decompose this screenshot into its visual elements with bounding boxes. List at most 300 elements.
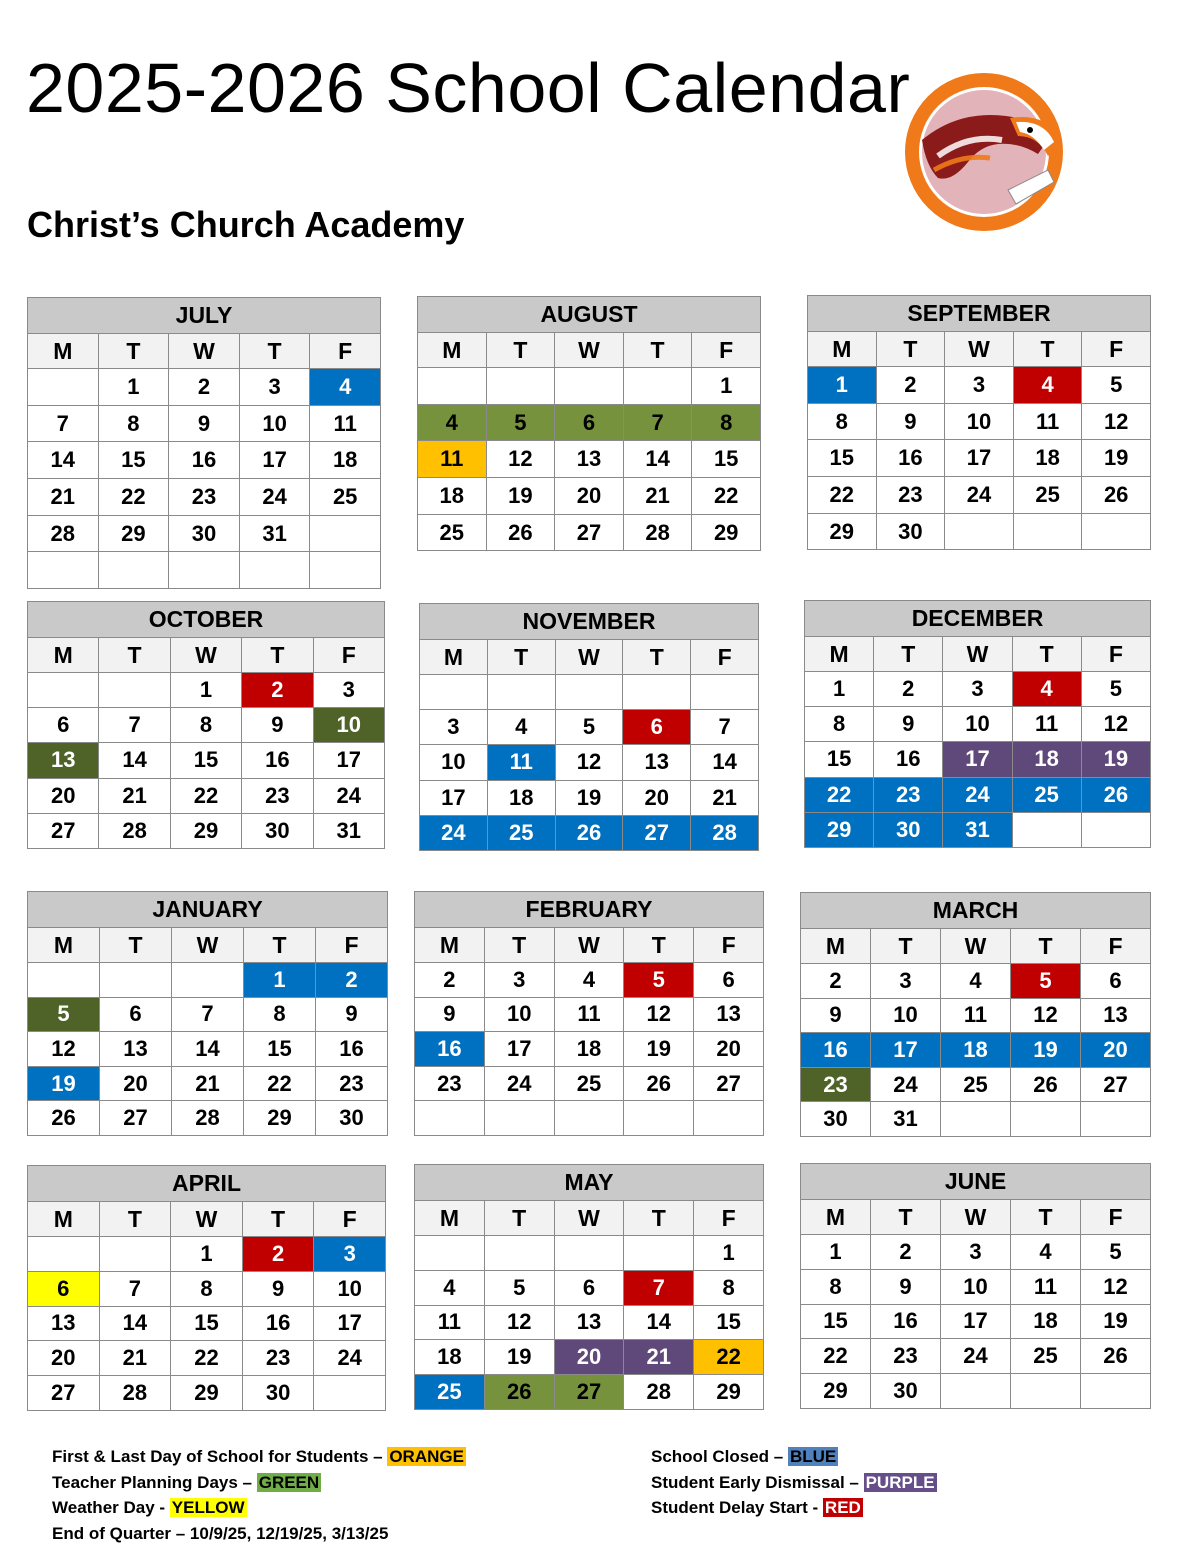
- day-cell: 12: [484, 1305, 554, 1340]
- day-cell: 2: [316, 963, 388, 998]
- day-cell: 14: [172, 1032, 244, 1067]
- day-cell: 9: [242, 708, 313, 743]
- empty-cell: [99, 673, 170, 708]
- weekday-header: F: [1081, 929, 1151, 964]
- day-cell: 21: [28, 479, 99, 516]
- day-cell: 30: [874, 812, 943, 847]
- day-cell: 27: [100, 1101, 172, 1136]
- day-cell: 27: [28, 813, 99, 848]
- day-cell: 10: [945, 403, 1014, 440]
- legend-school-closed-label: School Closed –: [651, 1447, 788, 1466]
- week-row: [418, 514, 761, 551]
- day-cell: 29: [808, 513, 877, 550]
- day-cell: 25: [415, 1375, 485, 1410]
- weekday-header: M: [415, 928, 485, 963]
- week-row: [808, 403, 1151, 440]
- day-cell: 1: [801, 1235, 871, 1270]
- day-cell: 21: [691, 780, 759, 815]
- week-row: [801, 964, 1151, 999]
- week-row: [418, 368, 761, 405]
- month-name: APRIL: [28, 1166, 386, 1202]
- day-cell: 31: [943, 812, 1012, 847]
- day-cell: 29: [170, 813, 241, 848]
- empty-cell: [28, 673, 99, 708]
- day-cell: 19: [1081, 1304, 1151, 1339]
- weekday-header: T: [623, 333, 692, 368]
- week-row: [418, 441, 761, 478]
- empty-cell: [624, 1236, 694, 1271]
- weekday-header: F: [694, 1201, 764, 1236]
- weekday-header: W: [555, 640, 623, 675]
- weekday-header: M: [801, 929, 871, 964]
- day-cell: 10: [420, 745, 488, 780]
- day-cell: 27: [554, 1375, 624, 1410]
- day-cell: 6: [694, 963, 764, 998]
- day-cell: 26: [1081, 1339, 1151, 1374]
- day-cell: 9: [874, 707, 943, 742]
- weekday-header: T: [874, 637, 943, 672]
- legend-red-swatch: RED: [824, 1498, 861, 1517]
- weekday-header: M: [28, 638, 99, 673]
- empty-cell: [624, 1101, 694, 1136]
- week-row: [28, 405, 381, 442]
- month-name: FEBRUARY: [415, 892, 764, 928]
- calendar-december: [804, 600, 1151, 848]
- month-name: AUGUST: [418, 297, 761, 333]
- week-row: [808, 440, 1151, 477]
- day-cell: 4: [310, 369, 381, 406]
- calendar-april: [27, 1165, 386, 1411]
- month-name: OCTOBER: [28, 602, 385, 638]
- week-row: [415, 1032, 764, 1067]
- weekday-header: F: [316, 928, 388, 963]
- week-row: [28, 1271, 386, 1306]
- empty-cell: [1082, 513, 1151, 550]
- legend-right: [651, 1444, 937, 1521]
- day-cell: 19: [484, 1340, 554, 1375]
- day-cell: 27: [623, 815, 691, 850]
- day-cell: 4: [941, 964, 1011, 999]
- day-cell: 14: [99, 1306, 171, 1341]
- week-row: [28, 743, 385, 778]
- week-row: [28, 708, 385, 743]
- day-cell: 18: [1013, 440, 1082, 477]
- weekday-header: T: [876, 332, 945, 367]
- day-cell: 26: [1082, 477, 1151, 514]
- day-cell: 11: [1012, 707, 1081, 742]
- day-cell: 12: [1082, 403, 1151, 440]
- day-cell: 24: [945, 477, 1014, 514]
- day-cell: 9: [876, 403, 945, 440]
- day-cell: 16: [874, 742, 943, 777]
- day-cell: 28: [28, 515, 99, 552]
- day-cell: 29: [98, 515, 169, 552]
- day-cell: 11: [554, 997, 624, 1032]
- legend-blue-swatch: BLUE: [789, 1447, 837, 1466]
- day-cell: 23: [874, 777, 943, 812]
- day-cell: 30: [242, 813, 313, 848]
- day-cell: 21: [99, 1341, 171, 1376]
- weekday-header: M: [420, 640, 488, 675]
- day-cell: 8: [801, 1269, 871, 1304]
- day-cell: 3: [941, 1235, 1011, 1270]
- day-cell: 1: [694, 1236, 764, 1271]
- day-cell: 7: [99, 708, 170, 743]
- legend-teacher-planning-label: Teacher Planning Days –: [52, 1472, 257, 1492]
- legend-early-dismissal-label: Student Early Dismissal –: [651, 1472, 864, 1492]
- empty-cell: [487, 675, 555, 710]
- empty-cell: [28, 963, 100, 998]
- day-cell: 30: [876, 513, 945, 550]
- day-cell: 26: [28, 1101, 100, 1136]
- week-row: [28, 515, 381, 552]
- day-cell: 7: [691, 710, 759, 745]
- day-cell: 3: [239, 369, 310, 406]
- day-cell: 3: [314, 1237, 386, 1272]
- weekday-header: W: [170, 638, 241, 673]
- legend-green-swatch: GREEN: [258, 1472, 320, 1492]
- weekday-header: T: [100, 928, 172, 963]
- month-name: MAY: [415, 1165, 764, 1201]
- day-cell: 18: [554, 1032, 624, 1067]
- empty-cell: [1012, 812, 1081, 847]
- day-cell: 2: [415, 963, 485, 998]
- week-row: [418, 478, 761, 515]
- day-cell: 6: [28, 1271, 100, 1306]
- week-row: [28, 369, 381, 406]
- day-cell: 1: [170, 673, 241, 708]
- day-cell: 21: [624, 1340, 694, 1375]
- day-cell: 15: [801, 1304, 871, 1339]
- weekday-header: M: [805, 637, 874, 672]
- calendar-november: [419, 603, 759, 851]
- legend-end-of-quarter: End of Quarter – 10/9/25, 12/19/25, 3/13/25: [52, 1523, 389, 1543]
- day-cell: 3: [313, 673, 384, 708]
- day-cell: 26: [555, 815, 623, 850]
- day-cell: 3: [871, 964, 941, 999]
- legend-school-closed: [651, 1444, 937, 1470]
- weekday-header: F: [313, 638, 384, 673]
- empty-cell: [420, 675, 488, 710]
- day-cell: 26: [1011, 1067, 1081, 1102]
- day-cell: 25: [941, 1067, 1011, 1102]
- empty-cell: [169, 552, 240, 589]
- empty-cell: [623, 675, 691, 710]
- day-cell: 7: [624, 1270, 694, 1305]
- empty-cell: [1011, 1374, 1081, 1409]
- week-row: [28, 1306, 386, 1341]
- day-cell: 11: [415, 1305, 485, 1340]
- day-cell: 20: [1081, 1033, 1151, 1068]
- weekday-header: T: [1013, 332, 1082, 367]
- empty-cell: [554, 1236, 624, 1271]
- calendar-january: [27, 891, 388, 1136]
- legend-delay-start: [651, 1495, 937, 1521]
- weekday-header: W: [943, 637, 1012, 672]
- day-cell: 30: [169, 515, 240, 552]
- day-cell: 19: [1081, 742, 1150, 777]
- empty-cell: [310, 552, 381, 589]
- day-cell: 20: [554, 1340, 624, 1375]
- weekday-header: F: [691, 640, 759, 675]
- day-cell: 1: [98, 369, 169, 406]
- weekday-header: M: [801, 1200, 871, 1235]
- day-cell: 4: [418, 404, 487, 441]
- day-cell: 23: [876, 477, 945, 514]
- day-cell: 20: [100, 1066, 172, 1101]
- day-cell: 12: [1011, 998, 1081, 1033]
- day-cell: 8: [170, 708, 241, 743]
- weekday-header: W: [941, 929, 1011, 964]
- week-row: [418, 404, 761, 441]
- weekday-header: T: [623, 640, 691, 675]
- day-cell: 5: [1082, 367, 1151, 404]
- empty-cell: [1081, 1102, 1151, 1137]
- month-name: JULY: [28, 298, 381, 334]
- eagle-logo: [898, 70, 1070, 234]
- week-row: [28, 1237, 386, 1272]
- day-cell: 20: [694, 1032, 764, 1067]
- day-cell: 8: [808, 403, 877, 440]
- empty-cell: [694, 1101, 764, 1136]
- day-cell: 17: [313, 743, 384, 778]
- day-cell: 11: [1011, 1269, 1081, 1304]
- empty-cell: [941, 1374, 1011, 1409]
- day-cell: 12: [1081, 707, 1150, 742]
- day-cell: 7: [99, 1271, 171, 1306]
- empty-cell: [314, 1376, 386, 1411]
- empty-cell: [99, 1237, 171, 1272]
- legend-purple-swatch: PURPLE: [865, 1472, 935, 1492]
- month-name: MARCH: [801, 893, 1151, 929]
- empty-cell: [691, 675, 759, 710]
- weekday-header: T: [624, 1201, 694, 1236]
- week-row: [415, 1340, 764, 1375]
- day-cell: 1: [805, 672, 874, 707]
- empty-cell: [941, 1102, 1011, 1137]
- day-cell: 19: [624, 1032, 694, 1067]
- day-cell: 20: [555, 478, 624, 515]
- day-cell: 19: [1011, 1033, 1081, 1068]
- day-cell: 2: [871, 1235, 941, 1270]
- day-cell: 22: [170, 778, 241, 813]
- day-cell: 12: [486, 441, 555, 478]
- week-row: [28, 479, 381, 516]
- day-cell: 13: [694, 997, 764, 1032]
- weekday-header: F: [1081, 637, 1150, 672]
- week-row: [801, 1269, 1151, 1304]
- legend-orange-swatch: ORANGE: [389, 1447, 464, 1466]
- day-cell: 16: [876, 440, 945, 477]
- week-row: [801, 1304, 1151, 1339]
- day-cell: 22: [801, 1339, 871, 1374]
- weekday-header: T: [242, 1202, 314, 1237]
- weekday-header: M: [418, 333, 487, 368]
- day-cell: 13: [1081, 998, 1151, 1033]
- day-cell: 23: [169, 479, 240, 516]
- day-cell: 7: [28, 405, 99, 442]
- day-cell: 25: [310, 479, 381, 516]
- week-row: [415, 1305, 764, 1340]
- day-cell: 29: [694, 1375, 764, 1410]
- day-cell: 18: [418, 478, 487, 515]
- day-cell: 14: [623, 441, 692, 478]
- day-cell: 15: [694, 1305, 764, 1340]
- week-row: [801, 1067, 1151, 1102]
- weekday-header: F: [694, 928, 764, 963]
- day-cell: 4: [1012, 672, 1081, 707]
- page-title: 2025-2026 School Calendar: [26, 49, 911, 127]
- day-cell: 24: [484, 1066, 554, 1101]
- day-cell: 11: [310, 405, 381, 442]
- day-cell: 6: [100, 997, 172, 1032]
- school-name: Christ’s Church Academy: [27, 204, 465, 245]
- day-cell: 14: [624, 1305, 694, 1340]
- day-cell: 6: [623, 710, 691, 745]
- calendar-october: [27, 601, 385, 849]
- week-row: [801, 1102, 1151, 1137]
- day-cell: 16: [242, 743, 313, 778]
- empty-cell: [28, 552, 99, 589]
- day-cell: 30: [316, 1101, 388, 1136]
- day-cell: 24: [871, 1067, 941, 1102]
- day-cell: 9: [415, 997, 485, 1032]
- empty-cell: [945, 513, 1014, 550]
- day-cell: 29: [171, 1376, 243, 1411]
- day-cell: 26: [486, 514, 555, 551]
- day-cell: 3: [945, 367, 1014, 404]
- weekday-header: F: [1082, 332, 1151, 367]
- empty-cell: [484, 1236, 554, 1271]
- day-cell: 3: [420, 710, 488, 745]
- calendar-march: [800, 892, 1151, 1137]
- day-cell: 11: [941, 998, 1011, 1033]
- day-cell: 2: [169, 369, 240, 406]
- day-cell: 4: [554, 963, 624, 998]
- day-cell: 22: [692, 478, 761, 515]
- day-cell: 30: [801, 1102, 871, 1137]
- week-row: [808, 367, 1151, 404]
- day-cell: 10: [484, 997, 554, 1032]
- day-cell: 5: [1081, 1235, 1151, 1270]
- day-cell: 20: [623, 780, 691, 815]
- day-cell: 18: [1011, 1304, 1081, 1339]
- day-cell: 21: [99, 778, 170, 813]
- day-cell: 29: [805, 812, 874, 847]
- weekday-header: W: [941, 1200, 1011, 1235]
- weekday-header: T: [1011, 1200, 1081, 1235]
- week-row: [420, 780, 759, 815]
- empty-cell: [554, 1101, 624, 1136]
- day-cell: 18: [1012, 742, 1081, 777]
- week-row: [28, 673, 385, 708]
- day-cell: 15: [805, 742, 874, 777]
- day-cell: 5: [484, 1270, 554, 1305]
- day-cell: 11: [1013, 403, 1082, 440]
- day-cell: 17: [945, 440, 1014, 477]
- day-cell: 23: [415, 1066, 485, 1101]
- day-cell: 19: [28, 1066, 100, 1101]
- day-cell: 12: [624, 997, 694, 1032]
- day-cell: 17: [314, 1306, 386, 1341]
- day-cell: 25: [1011, 1339, 1081, 1374]
- day-cell: 21: [172, 1066, 244, 1101]
- day-cell: 9: [801, 998, 871, 1033]
- day-cell: 23: [242, 778, 313, 813]
- calendar-february: [414, 891, 764, 1136]
- weekday-header: T: [98, 334, 169, 369]
- weekday-header: T: [871, 929, 941, 964]
- week-row: [28, 1032, 388, 1067]
- day-cell: 6: [554, 1270, 624, 1305]
- day-cell: 2: [801, 964, 871, 999]
- day-cell: 20: [28, 778, 99, 813]
- day-cell: 5: [1081, 672, 1150, 707]
- day-cell: 16: [242, 1306, 314, 1341]
- week-row: [415, 963, 764, 998]
- day-cell: 21: [623, 478, 692, 515]
- month-name: SEPTEMBER: [808, 296, 1151, 332]
- day-cell: 4: [1013, 367, 1082, 404]
- day-cell: 17: [239, 442, 310, 479]
- day-cell: 31: [239, 515, 310, 552]
- weekday-header: F: [310, 334, 381, 369]
- week-row: [28, 1376, 386, 1411]
- weekday-header: T: [99, 1202, 171, 1237]
- day-cell: 20: [28, 1341, 100, 1376]
- week-row: [28, 778, 385, 813]
- day-cell: 4: [415, 1270, 485, 1305]
- week-row: [415, 1375, 764, 1410]
- weekday-header: T: [244, 928, 316, 963]
- day-cell: 8: [98, 405, 169, 442]
- weekday-header: T: [486, 333, 555, 368]
- empty-cell: [310, 515, 381, 552]
- day-cell: 17: [871, 1033, 941, 1068]
- calendar-july: [27, 297, 381, 589]
- week-row: [805, 742, 1151, 777]
- day-cell: 5: [555, 710, 623, 745]
- weekday-header: T: [1011, 929, 1081, 964]
- day-cell: 15: [808, 440, 877, 477]
- day-cell: 15: [98, 442, 169, 479]
- day-cell: 22: [244, 1066, 316, 1101]
- weekday-header: W: [169, 334, 240, 369]
- day-cell: 2: [242, 1237, 314, 1272]
- day-cell: 7: [623, 404, 692, 441]
- weekday-header: W: [554, 928, 624, 963]
- week-row: [801, 1374, 1151, 1409]
- month-name: DECEMBER: [805, 601, 1151, 637]
- day-cell: 12: [28, 1032, 100, 1067]
- week-row: [415, 997, 764, 1032]
- week-row: [28, 997, 388, 1032]
- day-cell: 12: [1081, 1269, 1151, 1304]
- empty-cell: [415, 1101, 485, 1136]
- day-cell: 4: [1011, 1235, 1081, 1270]
- day-cell: 27: [694, 1066, 764, 1101]
- day-cell: 10: [314, 1271, 386, 1306]
- day-cell: 23: [316, 1066, 388, 1101]
- day-cell: 16: [169, 442, 240, 479]
- day-cell: 1: [171, 1237, 243, 1272]
- day-cell: 16: [871, 1304, 941, 1339]
- week-row: [801, 1033, 1151, 1068]
- day-cell: 25: [1012, 777, 1081, 812]
- day-cell: 22: [808, 477, 877, 514]
- day-cell: 25: [554, 1066, 624, 1101]
- day-cell: 24: [420, 815, 488, 850]
